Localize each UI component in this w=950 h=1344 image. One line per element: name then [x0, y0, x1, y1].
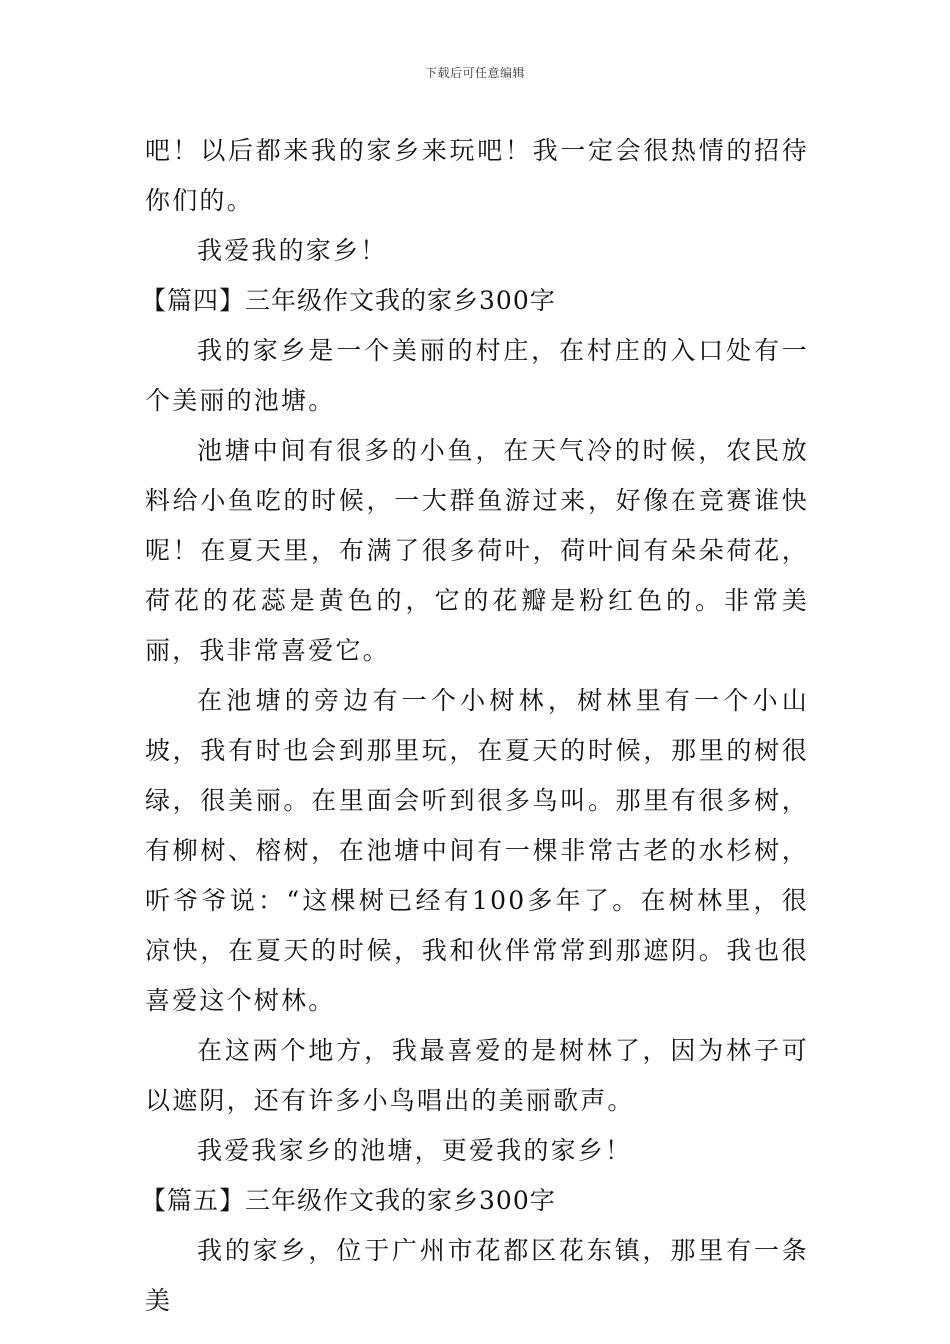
paragraph-8: 我的家乡，位于广州市花都区花东镇，那里有一条美 — [145, 1236, 809, 1315]
paragraph-5: 在池塘的旁边有一个小树林，树林里有一个小山坡，我有时也会到那里玩，在夏天的时候，那里的树很绿，很美丽。在里面会听到很多鸟叫。那里有很多树，有柳树、榕树，在池塘中间有一棵非常古老的水杉树，听爷爷说：“这棵树已经有100多年了。在树林里，很凉快，在夏天的时候，我和伙伴常常到那遮阴。我也很喜爱这个树林。 — [145, 686, 809, 1015]
paragraph-4: 池塘中间有很多的小鱼，在天气冷的时候，农民放料给小鱼吃的时候，一大群鱼游过来，好像在竞赛谁快呢！在夏天里，布满了很多荷叶，荷叶间有朵朵荷花，荷花的花蕊是黄色的，它的花瓣是粉红色的。非常美丽，我非常喜爱它。 — [145, 436, 809, 665]
paragraph-7: 我爱我家乡的池塘，更爱我的家乡！ — [197, 1136, 633, 1165]
paragraph-2: 我爱我的家乡！ — [197, 236, 388, 265]
section-heading-4: 【篇四】三年级作文我的家乡300字 — [141, 286, 556, 315]
section-heading-5: 【篇五】三年级作文我的家乡300字 — [141, 1186, 556, 1215]
paragraph-1: 吧！以后都来我的家乡来玩吧！我一定会很热情的招待你们的。 — [145, 136, 809, 215]
paragraph-6: 在这两个地方，我最喜爱的是树林了，因为林子可以遮阴，还有许多小鸟唱出的美丽歌声。 — [145, 1036, 809, 1115]
document-body — [141, 126, 809, 1326]
page-header-note: 下载后可任意编辑 — [424, 66, 525, 80]
paragraph-3: 我的家乡是一个美丽的村庄，在村庄的入口处有一个美丽的池塘。 — [145, 336, 809, 415]
